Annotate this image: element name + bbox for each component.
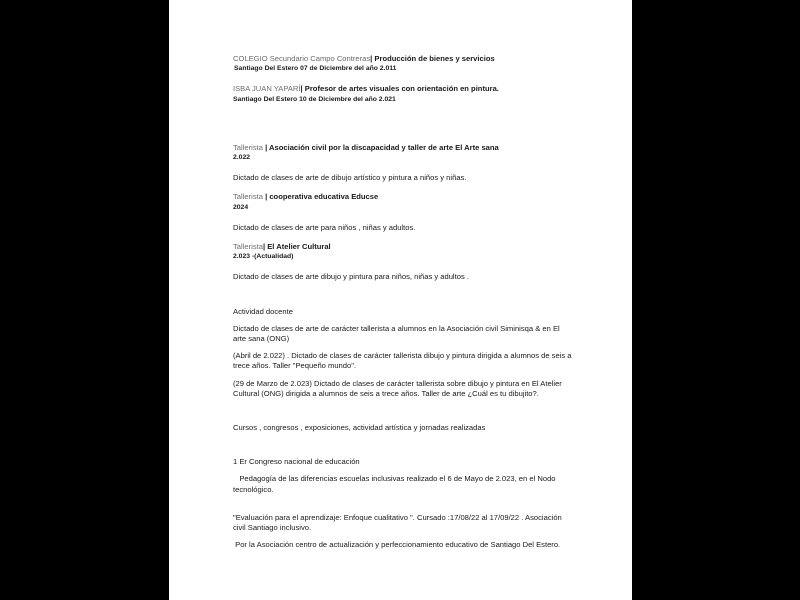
course-entry: "Evaluación para el aprendizaje: Enfoque cualitativo ". Cursado :17/08/22 al 17/09/22 . Asociación civil Santiago inclusivo. — [233, 512, 562, 533]
organization-name: Asociación civil por la discapacidad y taller de arte El Arte sana — [269, 142, 499, 152]
degree-title: Profesor de artes visuales con orientación en pintura. — [304, 84, 499, 94]
courses-heading: Cursos , congresos , exposiciones, actividad artística y jornadas realizadas — [233, 423, 486, 433]
separator: | — [265, 192, 270, 202]
separator: | — [265, 142, 270, 152]
experience-year: 2.022 — [233, 154, 251, 162]
degree-title: Producción de bienes y servicios — [374, 54, 495, 63]
teaching-paragraph-3: (29 de Marzo de 2.023) Dictado de clases de carácter tallerista sobre dibujo y pintura en El Atelier Cultural (ONG) dirigida a alumnos de seis a trece años. Taller de arte ¿Cuál es tu dibujito?. — [233, 378, 562, 398]
place-date: Santiago Del Estero 07 de Diciembre del año 2.011 — [234, 65, 397, 73]
place-date: Santiago Del Estero 10 de Diciembre del año 2.021 — [233, 95, 396, 103]
document-page — [169, 0, 632, 600]
separator: | — [370, 54, 375, 63]
role-label: Tallerista — [233, 142, 266, 152]
separator: | — [300, 84, 305, 94]
experience-entry-2 — [233, 192, 573, 233]
course-organizer: Por la Asociación centro de actualización y perfeccionamiento educativo de Santiago Del Estero. — [233, 540, 561, 550]
role-label: Tallerista — [233, 192, 266, 202]
teaching-paragraph-2: (Abril de 2.022) . Dictado de clases de carácter tallerista dibujo y pintura dirigida a alumnos de seis a trece años. Taller "Pequeño mundo". — [233, 351, 572, 371]
experience-description: Dictado de clases de arte dibujo y pintura para niños, niñas y adultos . — [233, 272, 469, 282]
document-content — [233, 54, 573, 550]
education-entry-1 — [233, 54, 573, 74]
institution-name: COLEGIO Secundario Campo Contreras — [233, 54, 371, 63]
experience-entry-3 — [233, 242, 573, 283]
teaching-paragraph-1: Dictado de clases de arte de carácter tallerista a alumnos en la Asociación civil Siminisqa & en El arte sana (ONG) — [233, 323, 560, 344]
experience-description: Dictado de clases de arte para niños , niñas y adultos. — [233, 222, 416, 232]
experience-year: 2.023 -(Actualidad) — [233, 253, 294, 261]
teaching-heading: Actividad docente — [233, 306, 293, 316]
congress-detail: Pedagogía de las diferencias escuelas inclusivas realizado el 6 de Mayo de 2.023, en el Nodo tecnológico. — [233, 474, 558, 494]
congress-title: 1 Er Congreso nacional de educación — [233, 457, 360, 467]
institution-name: ISBA JUAN YAPARÍ — [233, 84, 301, 94]
education-entry-2 — [233, 84, 573, 104]
organization-name: cooperativa educativa Educse — [269, 192, 379, 202]
experience-description: Dictado de clases de arte de dibujo artístico y pintura a niños y niñas. — [233, 173, 467, 183]
role-label: Tallerista — [233, 242, 263, 252]
experience-year: 2024 — [233, 203, 249, 211]
separator: | — [262, 242, 268, 252]
experience-entry-1 — [233, 143, 573, 184]
organization-name: El Atelier Cultural — [267, 242, 331, 252]
